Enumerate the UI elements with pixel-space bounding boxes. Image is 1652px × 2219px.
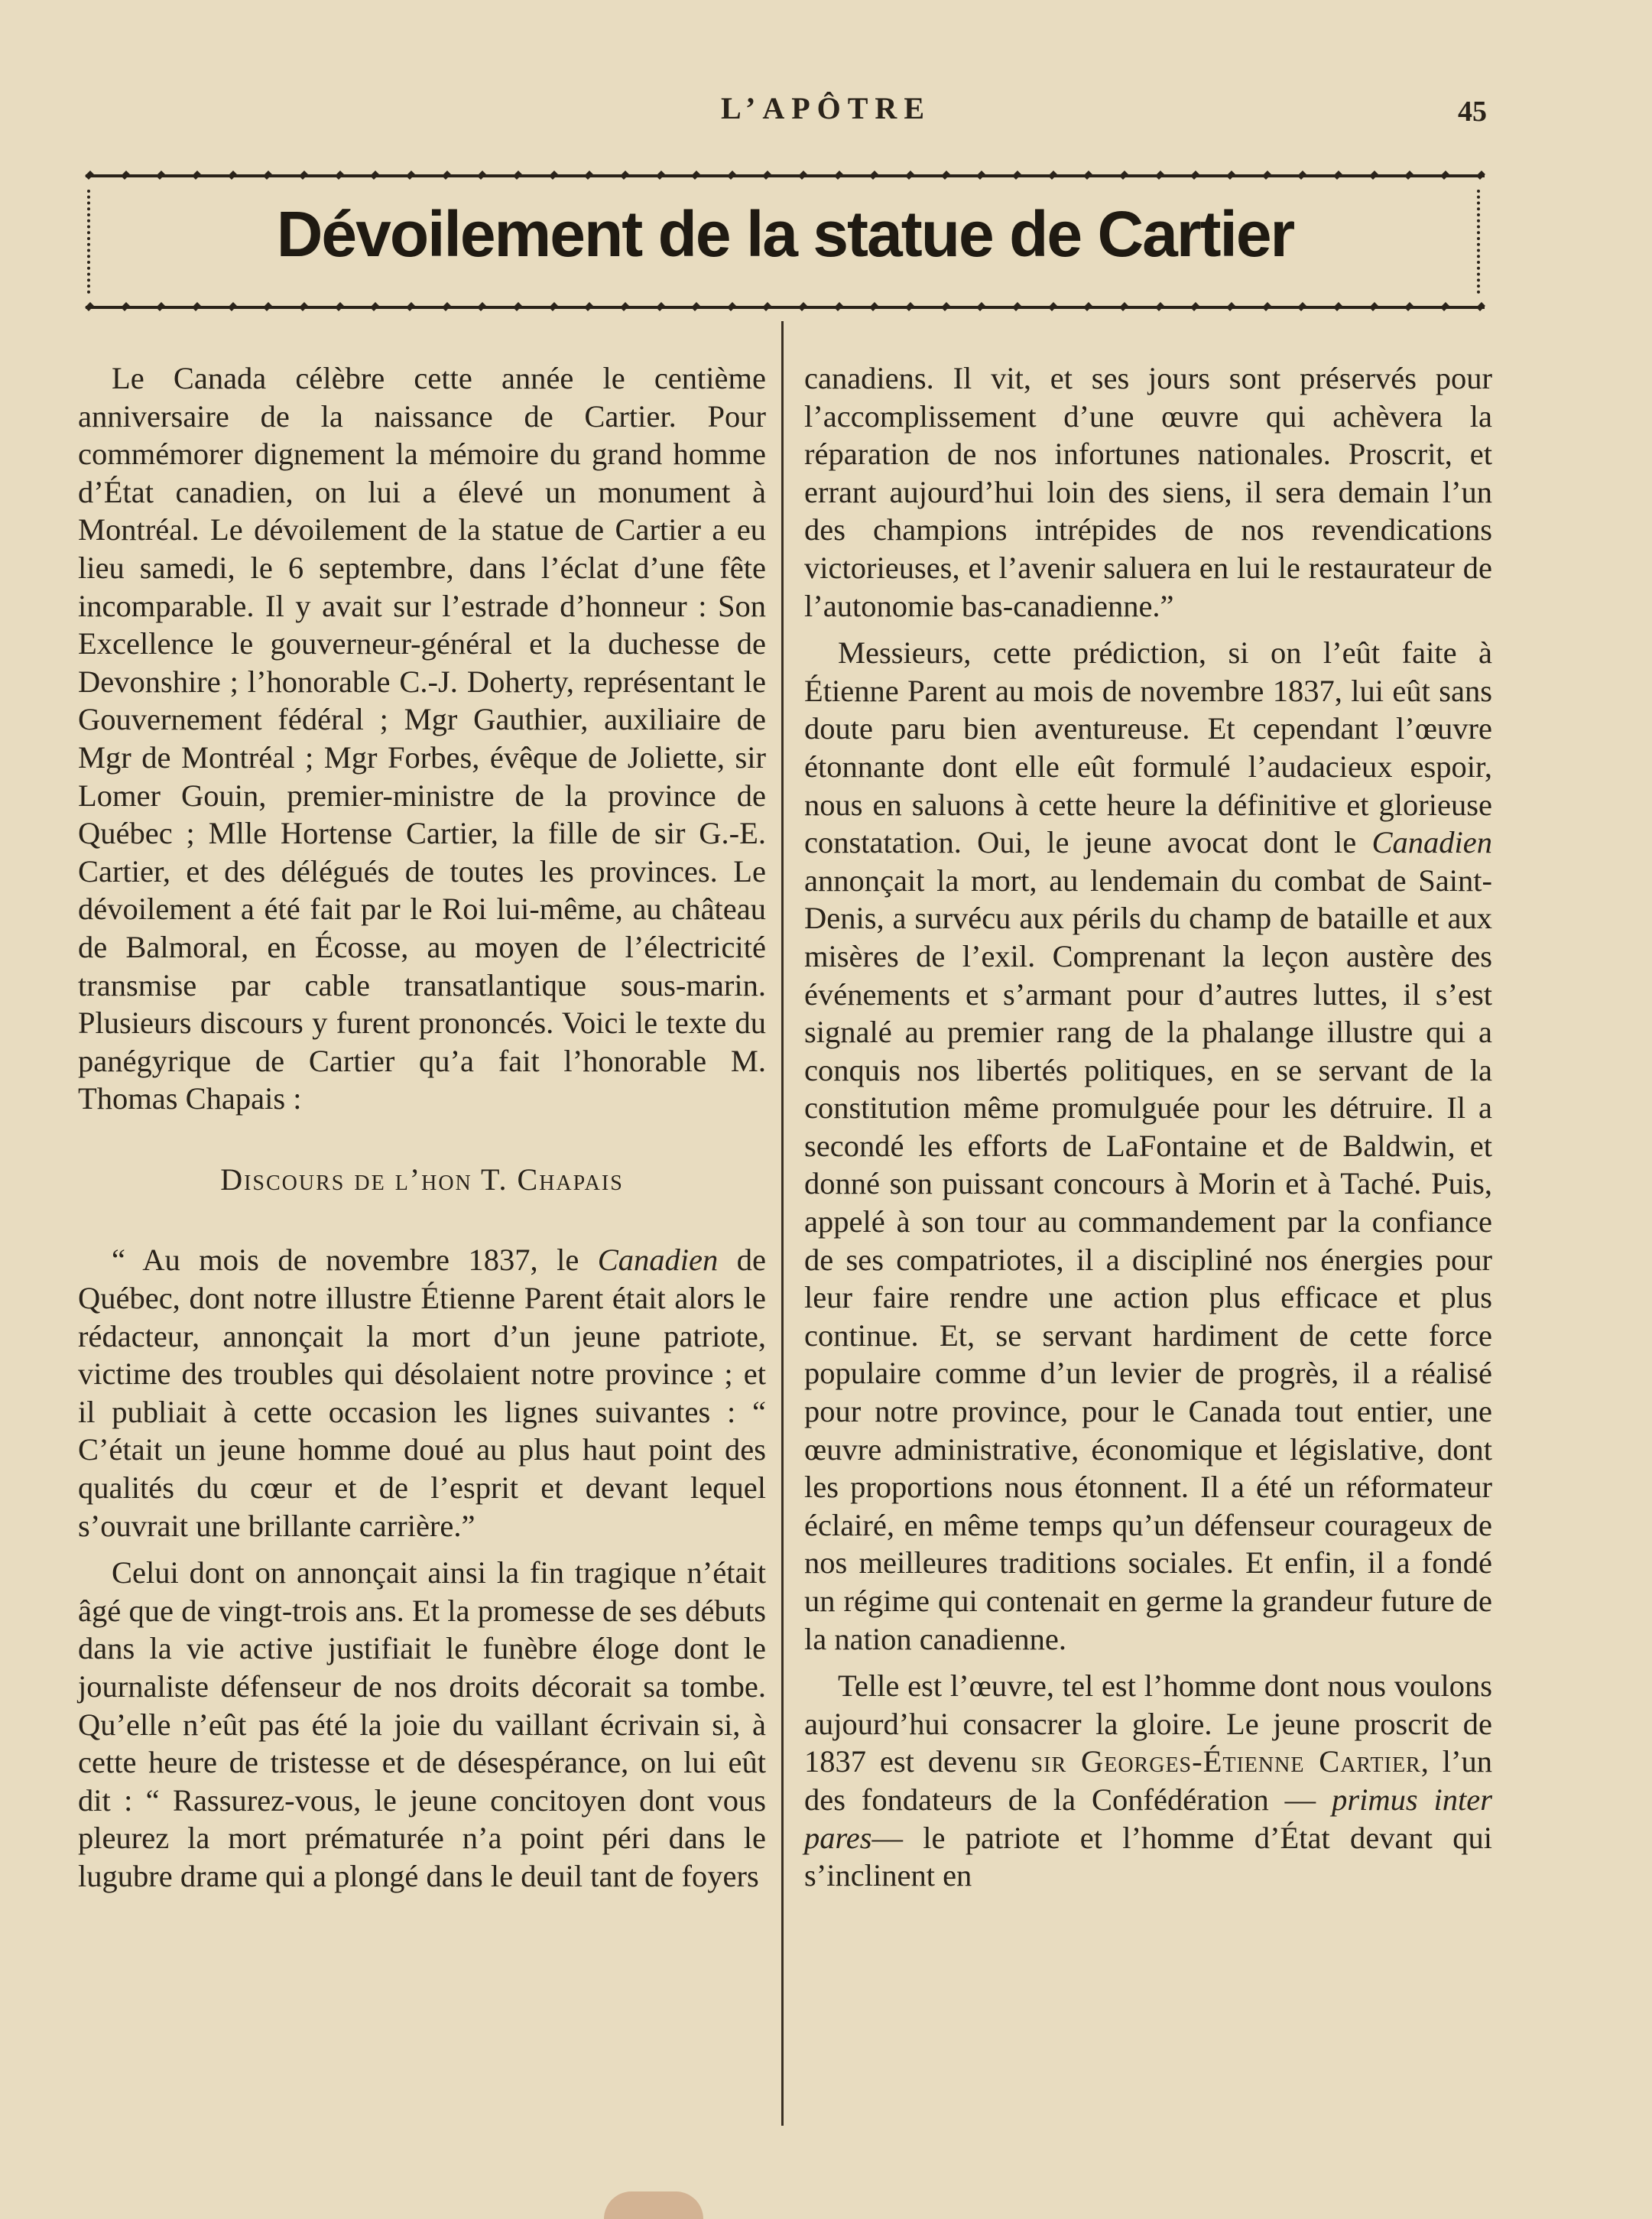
speech-paragraph-2: Celui dont on annonçait ainsi la fin tragique n’était âgé que de vingt-trois ans. Et la promesse de ses débuts dans la vie active justifiait le funèbre éloge dont le journaliste défenseur de nos droits décorait sa tombe. Qu’elle n’eût pas été la joie du vaillant écrivain si, à cette heure de tristesse et de désespérance, on lui eût dit : “ Rassurez-vous, le jeune concitoyen dont vous pleurez la mort prématurée n’a point péri dans le lugubre drame qui a plongé dans le deuil tant de foyers — [78, 1555, 766, 1893]
newspaper-name: Canadien — [1371, 825, 1492, 860]
continued-paragraph: canadiens. Il vit, et ses jours sont préservés pour l’accomplissement d’une œuvre qui achèvera la réparation de nos infortunes nationales. Proscrit, et errant aujourd’hui loin des siens, il sera demain l’un des champions intrépides de nos revendications victorieuses, et l’avenir saluera en lui le restaurateur de l’autonomie bas-canadienne.” — [804, 361, 1492, 623]
text-run: — le patriote et l’homme d’État devant qui s’inclinent en — [804, 1820, 1492, 1893]
person-name: sir Georges-Étienne Cartier — [1030, 1744, 1421, 1779]
speech-paragraph-3 — [804, 634, 1492, 1658]
page-number: 45 — [1458, 96, 1487, 128]
journal-title: L’APÔTRE — [720, 91, 931, 125]
title-frame — [86, 174, 1485, 309]
speech-subheading: Discours de l’hon T. Chapais — [220, 1161, 624, 1197]
right-column — [804, 359, 1492, 1904]
column-divider — [781, 321, 784, 2126]
text-run: annonçait la mort, au lendemain du combat de Saint-Denis, a survécu aux périls du champ de bataille et aux misères de l’exil. Comprenant la leçon austère des événements et s’armant pour d’autres luttes, il s’est signalé au premier rang de la phalange illustre qui a conquis nos libertés politiques, en se servant de la constitution même promulguée pour les détruire. Il a secondé les efforts de LaFontaine et de Baldwin, et donné son puissant concours à Morin et à Taché. Puis, appelé à son tour au commandement par la confiance de ses compatriotes, il a discipliné nos énergies pour leur faire rendre une action plus efficace et plus continue. Et, se servant hardiment de cette force populaire comme d’un levier de progrès, il a réalisé pour notre province, pour le Canada tout entier, une œuvre administrative, économique et législative, dont les proportions nous étonnent. Il a été un réformateur éclairé, en même temps qu’un défenseur courageux de nos meilleures traditions sociales. Et enfin, il a fondé un régime qui contenait en germe la grandeur future de la nation canadienne. — [804, 863, 1492, 1656]
text-run: Messieurs, cette prédiction, si on l’eût faite à Étienne Parent au mois de novembre 1837, lui eût sans doute paru bien aventureuse. Et cependant l’œuvre étonnante dont elle eût formulé l’audacieux espoir, nous en saluons à cette heure la définitive et glorieuse constatation. Oui, le jeune avocat dont le — [804, 635, 1492, 860]
left-column — [78, 359, 766, 1905]
speech-paragraph-4 — [804, 1667, 1492, 1895]
frame-dots-top — [86, 170, 1485, 182]
intro-paragraph: Le Canada célèbre cette année le centième anniversaire de la naissance de Cartier. Pour commémorer dignement la mémoire du grand homme d’État canadien, on lui a élevé un monument à Montréal. Le dévoilement de la statue de Cartier a eu lieu samedi, le 6 septembre, dans l’éclat d’une fête incomparable. Il y avait sur l’estrade d’honneur : Son Excellence le gouverneur-général et la duchesse de Devonshire ; l’honorable C.-J. Doherty, représentant le Gouvernement fédéral ; Mgr Gauthier, auxiliaire de Mgr de Montréal ; Mgr Forbes, évêque de Joliette, sir Lomer Gouin, premier-ministre de la province de Québec ; Mlle Hortense Cartier, la fille de sir G.-E. Cartier, et des délégués de toutes les provinces. Le dévoilement a été fait par le Roi lui-même, au château de Balmoral, en Écosse, au moyen de l’électricité transmise par cable transatlantique sous-marin. Plusieurs discours y furent prononcés. Voici le texte du panégyrique de Cartier qu’a fait l’honorable M. Thomas Chapais : — [78, 361, 766, 1116]
latin-phrase: primus inter pares — [804, 1782, 1492, 1855]
text-run: , l’un des fondateurs de la Confédération — — [804, 1744, 1492, 1817]
text-run: Telle est l’œuvre, tel est l’homme dont nous voulons aujourd’hui consacrer la gloire. Le jeune proscrit de 1837 est devenu — [804, 1668, 1492, 1779]
text-run: de Québec, dont notre illustre Étienne Parent était alors le rédacteur, annonçait la mort d’un jeune patriote, victime des troubles qui désolaient notre province ; et il publiait à cette occasion les lignes suivantes : “ C’était un jeune homme doué au plus haut point des qualités du cœur et de l’esprit et devant lequel s’ouvrait une brillante carrière.” — [78, 1243, 766, 1543]
newspaper-name: Canadien — [597, 1243, 719, 1278]
speech-paragraph-1 — [78, 1241, 766, 1545]
text-run: “ Au mois de novembre 1837, le — [112, 1243, 598, 1278]
frame-dots-bottom — [86, 301, 1485, 314]
paper-stain — [604, 2191, 703, 2219]
article-title: Dévoilement de la statue de Cartier — [276, 198, 1294, 270]
